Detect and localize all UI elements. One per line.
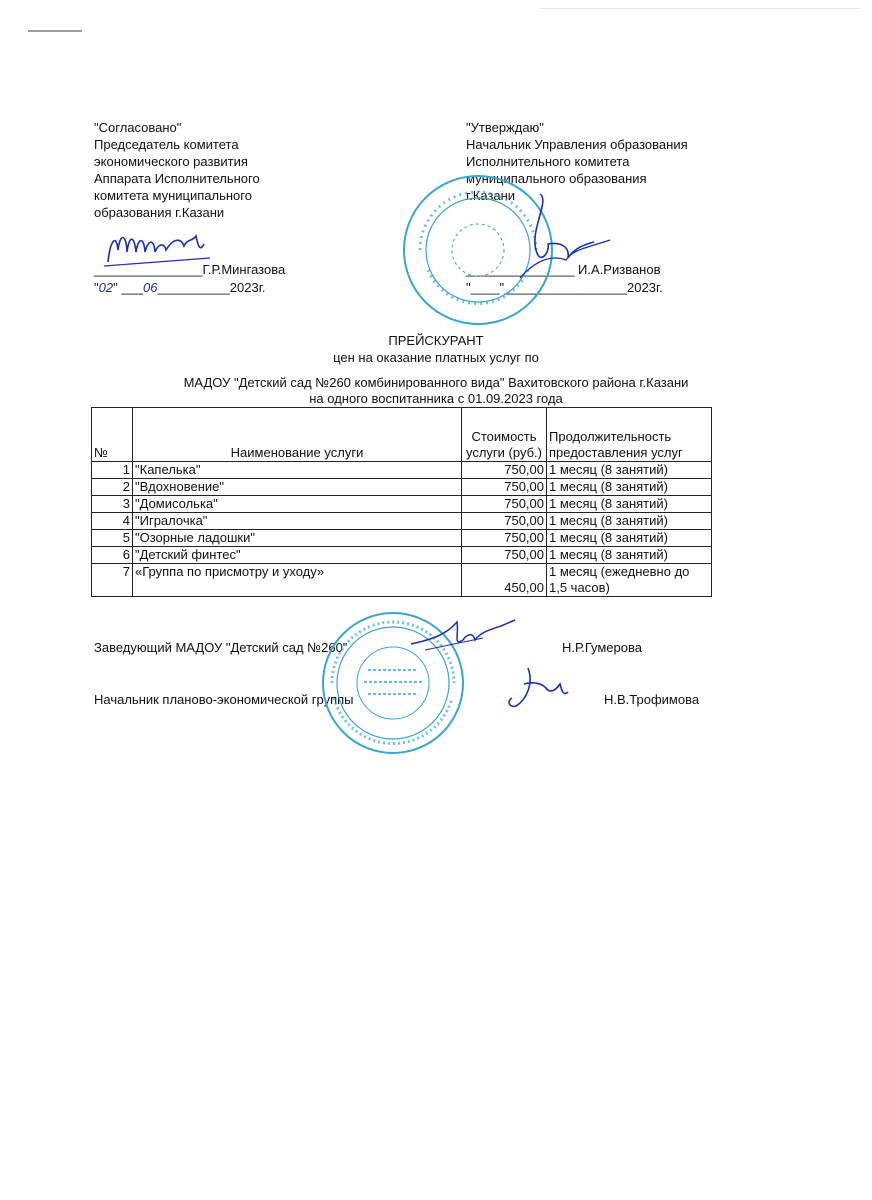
approval-line: Начальник Управления образования [466,137,688,152]
service-price: 750,00 [462,547,547,564]
row-number: 6 [92,547,133,564]
table-row [92,530,712,547]
service-duration: 1 месяц (8 занятий) [547,530,712,547]
approval-line: экономического развития [94,154,248,169]
service-name: "Вдохновение" [133,479,462,496]
table-row [92,496,712,513]
plan-name: Н.В.Трофимова [604,692,700,707]
column-header: Наименование услуги [133,408,462,462]
row-number: 4 [92,513,133,530]
right-signature-icon [490,190,620,300]
head-name: Н.Р.Гумерова [562,640,642,655]
column-header: Продолжительность предоставления услуг [547,408,712,462]
service-price: 750,00 [462,496,547,513]
approval-line: Исполнительного комитета [466,154,630,169]
document-title: ПРЕЙСКУРАНТ [388,333,484,348]
table-row [92,547,712,564]
service-name: «Группа по присмотру и уходу» [133,564,462,597]
row-number: 2 [92,479,133,496]
document-subtitle: цен на оказание платных услуг по [333,350,539,365]
price-table [91,407,712,597]
date-suffix: __________2023г. [157,280,266,295]
column-header: Стоимость услуги (руб.) [462,408,547,462]
table-header-row [92,408,712,462]
approval-line: Аппарата Исполнительного [94,171,260,186]
head-signature-icon [405,610,520,660]
approval-line: образования г.Казани [94,205,225,220]
approval-line: "Согласовано" [94,120,182,135]
date-prefix: " [94,280,99,295]
plan-title: Начальник планово-экономической группы [94,692,354,707]
date-mid: " ___ [113,280,144,295]
service-price: 750,00 [462,513,547,530]
column-header: № [92,408,133,462]
left-signature-icon [100,222,220,272]
row-number: 7 [92,564,133,597]
service-duration: 1 месяц (ежедневно до 1,5 часов) [547,564,712,597]
service-price: 750,00 [462,479,547,496]
left-date-line [94,280,265,295]
service-name: "Озорные ладошки" [133,530,462,547]
table-row [92,564,712,597]
service-price: 450,00 [462,564,547,597]
right-signer-line: _______________ И.А.Ризванов [466,262,661,277]
approval-line: "Утверждаю" [466,120,544,135]
right-date-line: "____"_________________2023г. [466,280,663,295]
service-name: "Игралочка" [133,513,462,530]
service-duration: 1 месяц (8 занятий) [547,479,712,496]
service-duration: 1 месяц (8 занятий) [547,462,712,479]
per-child-note: на одного воспитанника с 01.09.2023 года [309,391,563,406]
scan-artifact [28,30,82,32]
approval-line: комитета муниципального [94,188,252,203]
approval-line: г.Казани [466,188,516,203]
approval-line: муниципального образования [466,171,647,186]
organization-name: МАДОУ "Детский сад №260 комбинированного вида" Вахитовского района г.Казани [183,375,689,390]
service-duration: 1 месяц (8 занятий) [547,496,712,513]
row-number: 3 [92,496,133,513]
row-number: 5 [92,530,133,547]
left-approval-block [94,119,260,221]
date-month: 06 [143,280,158,295]
scan-artifact [540,8,860,9]
approval-line: Председатель комитета [94,137,239,152]
service-name: "Домисолька" [133,496,462,513]
planning-signature-icon [498,662,573,717]
row-number: 1 [92,462,133,479]
service-name: "Детский финтес" [133,547,462,564]
table-row [92,462,712,479]
table-row [92,513,712,530]
service-name: "Капелька" [133,462,462,479]
date-day: 02 [98,280,114,295]
head-title: Заведующий МАДОУ "Детский сад №260" [94,640,348,655]
service-duration: 1 месяц (8 занятий) [547,513,712,530]
left-signer-line: _______________Г.Р.Мингазова [94,262,286,277]
table-row [92,479,712,496]
service-duration: 1 месяц (8 занятий) [547,547,712,564]
service-price: 750,00 [462,462,547,479]
service-price: 750,00 [462,530,547,547]
